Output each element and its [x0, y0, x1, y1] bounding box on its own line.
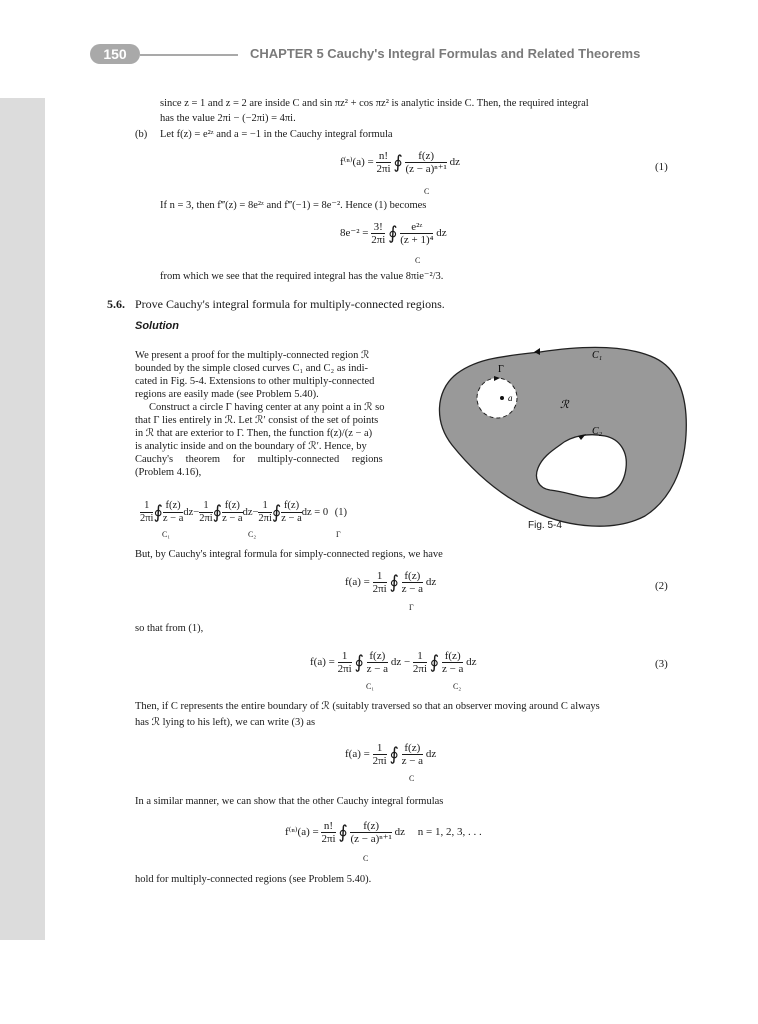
- label-a: a: [508, 393, 513, 403]
- eq-contour-label: C: [424, 187, 430, 196]
- header-rule: [140, 54, 238, 56]
- part-b-label: (b): [135, 129, 148, 140]
- part-b-intro: Let f(z) = e²ᶻ and a = −1 in the Cauchy integral formula: [160, 129, 393, 140]
- contour-integral-sign: ∮: [429, 652, 440, 672]
- equation-3: f(a) = $\frac{1}{2\pi i}$ ∮ $\frac{f(z)}{z - a}$ dz − $\frac{1}{2\pi i}$ ∮ $\frac{f(z)}{z - a}$ dz: [310, 650, 477, 675]
- hold-line: hold for multiply-connected regions (see Problem 5.40).: [135, 874, 372, 885]
- then-line1: Then, if C represents the entire boundary of ℛ (suitably traversed so that an observer moving around C always: [135, 701, 600, 712]
- part-a-line1: since z = 1 and z = 2 are inside C and sin πz² + cos πz² is analytic inside C. Then, the required integral: [160, 98, 589, 109]
- contour-integral-sign: ∮: [338, 822, 348, 842]
- point-a: [500, 396, 504, 400]
- part-b-conclusion: from which we see that the required integral has the value 8πie⁻²/3.: [160, 271, 444, 282]
- eq-coefficient: $\frac{3!}{2\pi i}$: [371, 221, 386, 246]
- region-r: [439, 347, 686, 526]
- solution-paragraph: We present a proof for the multiply-connected region ℛ bounded by the simple closed curves C₁ and C₂ as indi- cated in Fig. 5-4. Extensions to other multiply-connected regions are easily made (see Problem 5.40). Construct a circle Γ having center at any point a in ℛ so that Γ lies entirely in ℛ. Let ℛ′ consist of the set of points in ℛ that are exterior to Γ. Then, the function f(z)/(z − a) is analytic inside and on the boundary of ℛ′. Hence, by Cauchy's theorem for multiply-connected regions (Problem 4.16),: [135, 350, 385, 478]
- figure-caption: Fig. 5-4: [528, 520, 562, 531]
- label-region: ℛ: [560, 399, 569, 411]
- label-c2: C₂: [592, 426, 603, 437]
- contour-integral-sign: ∮: [388, 223, 398, 243]
- eq-coefficient: $\frac{n!}{2\pi i}$: [376, 150, 391, 175]
- eq-contour-label: Γ: [409, 603, 414, 612]
- solution-label: Solution: [135, 320, 179, 332]
- part-a-line2: has the value 2πi − (−2πi) = 4πi.: [160, 113, 296, 124]
- part-b-n3-line: If n = 3, then f‴(z) = 8e²ᶻ and f‴(−1) = 8e⁻². Hence (1) becomes: [160, 200, 427, 211]
- problem-number: 5.6.: [107, 297, 125, 311]
- contour-integral-sign: ∮: [153, 502, 163, 522]
- contour-integral-sign: ∮: [271, 502, 282, 522]
- contour-integral-sign: ∮: [389, 572, 399, 592]
- contour-c1: C₁: [162, 530, 171, 539]
- label-c1: C₁: [592, 350, 603, 361]
- eq-integrand: $\frac{f(z)}{\text{(z − a)ⁿ⁺¹}}$: [405, 150, 447, 175]
- label-gamma: Γ: [498, 364, 504, 375]
- page-margin-bar: [0, 98, 45, 940]
- contour-c2: C₂: [453, 682, 462, 691]
- contour-integral-sign: ∮: [212, 502, 223, 522]
- contour-c2: C₂: [248, 530, 257, 539]
- so-that-line: so that from (1),: [135, 623, 204, 634]
- equation-2: f(a) = $\frac{1}{2\pi i}$ ∮ $\frac{f(z)}{z - a}$ dz: [345, 570, 437, 595]
- equation-cauchy-nth: f⁽ⁿ⁾(a) = $\frac{n!}{2\pi i}$ ∮ $\frac{f(z)}{\text{(z − a)ⁿ⁺¹}}$ dz: [340, 150, 460, 175]
- eq-contour-label: C: [409, 774, 415, 783]
- contour-integral-sign: ∮: [393, 152, 403, 172]
- eq-contour-label: C: [415, 256, 421, 265]
- contour-integral-sign: ∮: [354, 652, 364, 672]
- equation-number: (1): [655, 161, 668, 173]
- page-number: 150: [90, 44, 140, 64]
- contour-gamma: Γ: [336, 530, 341, 539]
- equation-cauchy-theorem: $\frac{1}{2\pi i}$ ∮ $\frac{f(z)}{z - a}$ dz− $\frac{1}{2\pi i}$ ∮ $\frac{f(z)}{z - a}$ dz− $\frac{1}{2\pi i}$ ∮ $\frac{f(z)}{z - a}$ dz = 0 (1): [140, 500, 347, 524]
- chapter-title: CHAPTER 5 Cauchy's Integral Formulas and Related Theorems: [250, 46, 641, 61]
- eq-integrand: $\frac{\text{e²ᶻ}}{\text{(z + 1)⁴}}$: [400, 221, 434, 246]
- simply-connected-line: But, by Cauchy's integral formula for simply-connected regions, we have: [135, 549, 443, 560]
- equation-8e: 8e⁻² = $\frac{3!}{2\pi i}$ ∮ $\frac{\text{e²ᶻ}}{\text{(z + 1)⁴}}$ dz: [340, 221, 447, 246]
- figure-5-4: [430, 340, 690, 530]
- eq-contour-label: C: [363, 854, 369, 863]
- equation-5: f⁽ⁿ⁾(a) = $\frac{n!}{2\pi i}$ ∮ $\frac{f(z)}{\text{(z − a)ⁿ⁺¹}}$ dz n = 1, 2, 3, . . .: [285, 820, 482, 845]
- problem-statement: Prove Cauchy's integral formula for multiply-connected regions.: [135, 297, 445, 311]
- equation-number: (2): [655, 580, 668, 592]
- equation-4: f(a) = $\frac{1}{2\pi i}$ ∮ $\frac{f(z)}{z - a}$ dz: [345, 742, 437, 767]
- eq-lhs: f⁽ⁿ⁾(a) =: [340, 156, 374, 169]
- similar-line: In a similar manner, we can show that the other Cauchy integral formulas: [135, 796, 444, 807]
- contour-c1: C₁: [366, 682, 375, 691]
- contour-integral-sign: ∮: [389, 744, 399, 764]
- then-line2: has ℛ lying to his left), we can write (3) as: [135, 717, 316, 728]
- equation-number: (3): [655, 658, 668, 670]
